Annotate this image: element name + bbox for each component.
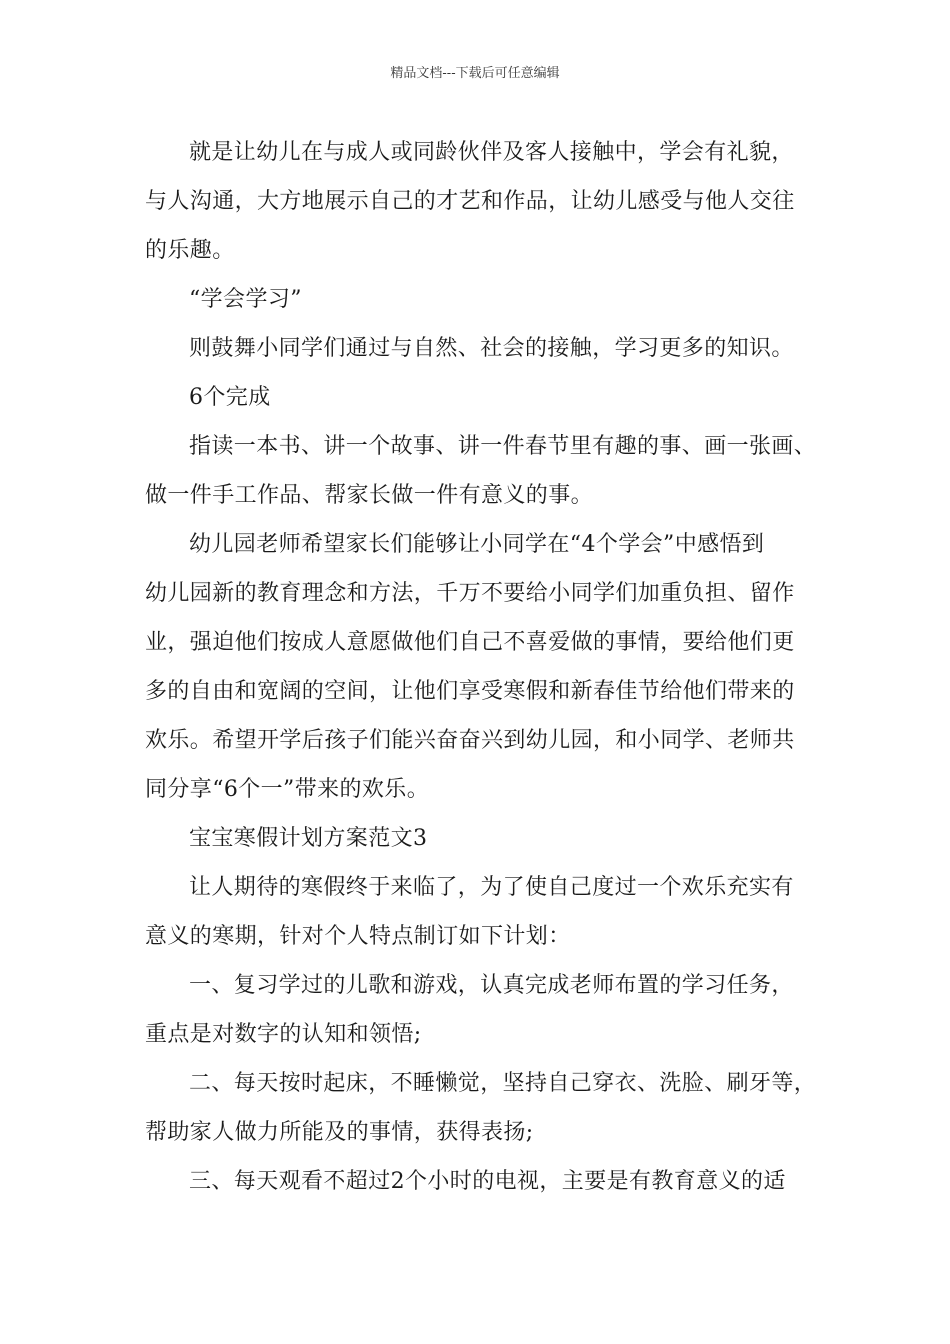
text-line: 一、复习学过的儿歌和游戏，认真完成老师布置的学习任务， (189, 973, 794, 998)
text-line: 宝宝寒假计划方案范文3 (189, 826, 428, 851)
section-title (145, 814, 825, 863)
paragraph-heading (145, 373, 825, 422)
paragraph (145, 1059, 825, 1157)
text-line: 指读一本书、讲一个故事、讲一件春节里有趣的事、画一张画、 (189, 434, 817, 459)
text-line: 同分享“6个一”带来的欢乐。 (145, 777, 430, 802)
text-line: “学会学习” (189, 287, 302, 312)
text-line: 三、每天观看不超过2个小时的电视，主要是有教育意义的适 (189, 1169, 786, 1194)
text-line: 重点是对数字的认知和领悟; (145, 1022, 422, 1047)
text-line: 6个完成 (189, 385, 271, 410)
page-header: 精品文档---下载后可任意编辑 (390, 66, 560, 81)
paragraph (145, 1157, 825, 1206)
paragraph (145, 520, 825, 814)
text-line: 则鼓舞小同学们通过与自然、社会的接触，学习更多的知识。 (189, 336, 794, 361)
text-line: 的乐趣。 (145, 238, 235, 263)
text-line: 幼儿园老师希望家长们能够让小同学在“4个学会”中感悟到 (189, 532, 765, 557)
text-line: 让人期待的寒假终于来临了，为了使自己度过一个欢乐充实有 (189, 875, 794, 900)
text-line: 欢乐。希望开学后孩子们能兴奋奋兴到幼儿园，和小同学、老师共 (145, 728, 795, 753)
text-line: 意义的寒期，针对个人特点制订如下计划： (145, 924, 571, 949)
text-line: 就是让幼儿在与成人或同龄伙伴及客人接触中，学会有礼貌， (189, 140, 794, 165)
paragraph (145, 961, 825, 1059)
paragraph (145, 128, 825, 275)
paragraph (145, 422, 825, 520)
paragraph (145, 324, 825, 373)
text-line: 帮助家人做力所能及的事情，获得表扬; (145, 1120, 534, 1145)
text-line: 二、每天按时起床，不睡懒觉，坚持自己穿衣、洗脸、刷牙等， (189, 1071, 817, 1096)
text-line: 与人沟通，大方地展示自己的才艺和作品，让幼儿感受与他人交往 (145, 189, 795, 214)
document-body (145, 128, 825, 1206)
text-line: 做一件手工作品、帮家长做一件有意义的事。 (145, 483, 594, 508)
text-line: 多的自由和宽阔的空间，让他们享受寒假和新春佳节给他们带来的 (145, 679, 795, 704)
paragraph (145, 863, 825, 961)
text-line: 幼儿园新的教育理念和方法，千万不要给小同学们加重负担、留作 (145, 581, 795, 606)
text-line: 业，强迫他们按成人意愿做他们自己不喜爱做的事情，要给他们更 (145, 630, 795, 655)
paragraph-heading (145, 275, 825, 324)
